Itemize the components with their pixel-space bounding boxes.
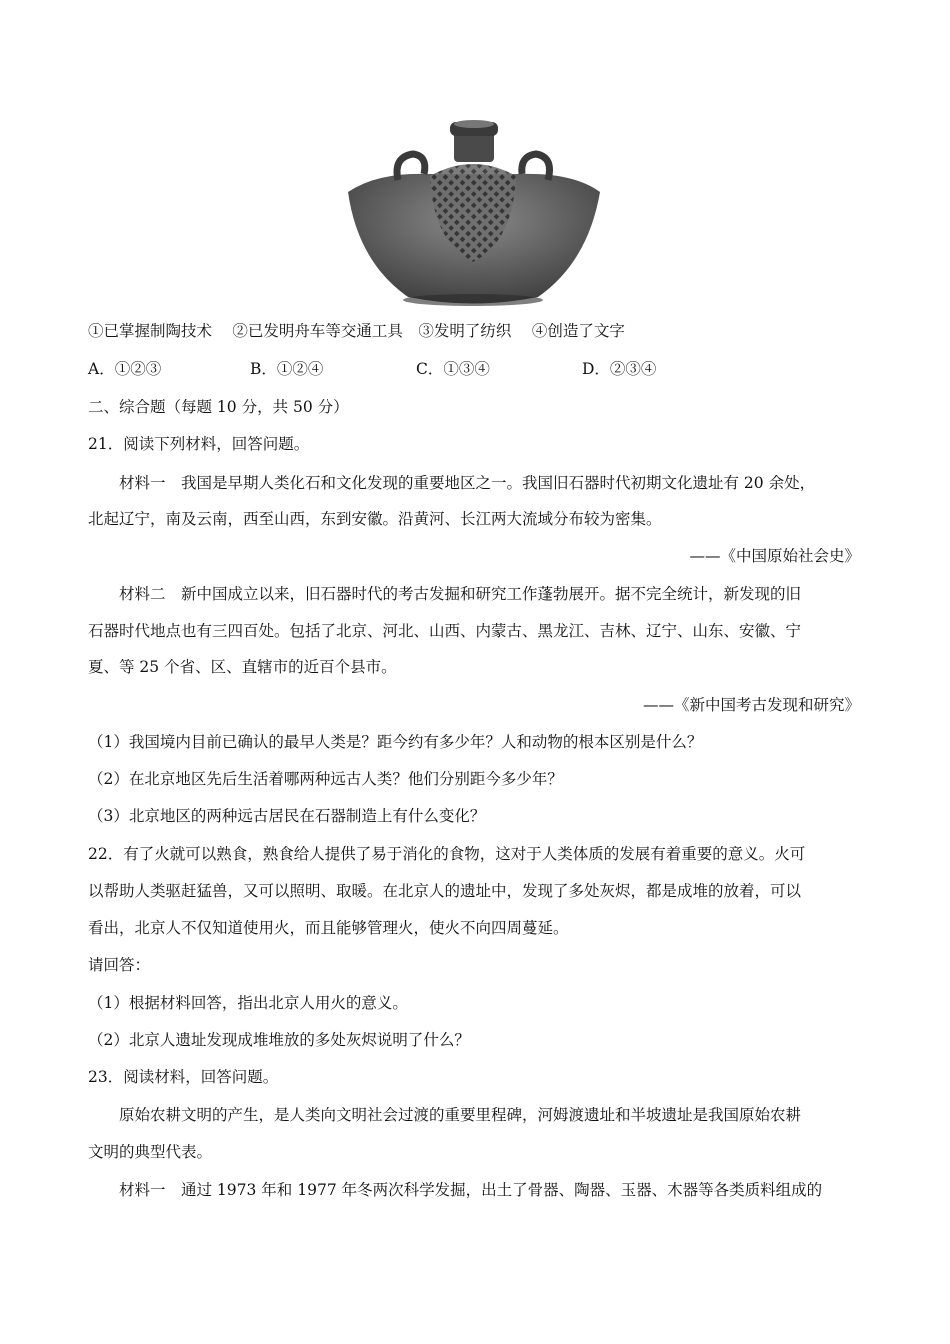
q23-intro-line1: 原始农耕文明的产生，是人类向文明社会过渡的重要里程碑，河姆渡遗址和半坡遗址是我国原始农耕 <box>119 1106 802 1124</box>
q21-material2-source: ——《新中国考古发现和研究》 <box>642 696 860 714</box>
q22-subquestion-2: （2）北京人遗址发现成堆堆放的多处灰烬说明了什么？ <box>88 1031 470 1049</box>
q23-intro-line2: 文明的典型代表。 <box>88 1143 213 1161</box>
q21-subquestion-3: （3）北京地区的两种远古居民在石器制造上有什么变化？ <box>88 807 486 825</box>
option-c[interactable]: C．①③④ <box>416 360 490 378</box>
q23-title: 23．阅读材料，回答问题。 <box>88 1068 279 1086</box>
q21-material1-line1: 材料一 我国是早期人类化石和文化发现的重要地区之一。我国旧石器时代初期文化遗址有 20 余处， <box>119 474 816 492</box>
section-heading: 二、综合题（每题 10 分，共 50 分） <box>88 398 349 416</box>
q22-line1: 22．有了火就可以熟食，熟食给人提供了易于消化的食物，这对于人类体质的发展有着重要的意义。火可 <box>88 845 806 863</box>
q22-subquestion-1: （1）根据材料回答，指出北京人用火的意义。 <box>88 994 408 1012</box>
q21-material1-source: ——《中国原始社会史》 <box>689 547 860 565</box>
q22-line3: 看出，北京人不仅知道使用火，而且能够管理火，使火不向四周蔓延。 <box>88 919 569 937</box>
option-a[interactable]: A．①②③ <box>88 360 162 378</box>
q22-prompt: 请回答： <box>88 956 151 974</box>
q21-subquestion-1: （1）我国境内目前已确认的最早人类是？距今约有多少年？人和动物的根本区别是什么？ <box>88 733 703 751</box>
q21-title: 21．阅读下列材料，回答问题。 <box>88 435 310 453</box>
option-b[interactable]: B．①②④ <box>250 360 324 378</box>
q21-material1-line2: 北起辽宁，南及云南，西至山西，东到安徽。沿黄河、长江两大流域分布较为密集。 <box>88 510 662 528</box>
q21-material2-line1: 材料二 新中国成立以来，旧石器时代的考古发掘和研究工作蓬勃展开。据不完全统计，新发现的旧 <box>119 585 802 603</box>
question-statements: ①已掌握制陶技术 ②已发明舟车等交通工具 ③发明了纺织 ④创造了文字 <box>88 322 625 340</box>
option-d[interactable]: D．②③④ <box>582 360 657 378</box>
q21-subquestion-2: （2）在北京地区先后生活着哪两种远古人类？他们分别距今多少年？ <box>88 770 563 788</box>
pottery-vessel-illustration <box>338 112 608 312</box>
q21-material2-line2: 石器时代地点也有三四百处。包括了北京、河北、山西、内蒙古、黑龙江、吉林、辽宁、山东、安徽、宁 <box>88 622 802 640</box>
q23-material1-line1: 材料一 通过 1973 年和 1977 年冬两次科学发掘，出土了骨器、陶器、玉器、木器等各类质料组成的 <box>119 1181 823 1199</box>
q21-material2-line3: 夏、等 25 个省、区、直辖市的近百个县市。 <box>88 658 397 676</box>
q22-line2: 以帮助人类驱赶猛兽，又可以照明、取暖。在北京人的遗址中，发现了多处灰烬，都是成堆的放着，可以 <box>88 882 802 900</box>
